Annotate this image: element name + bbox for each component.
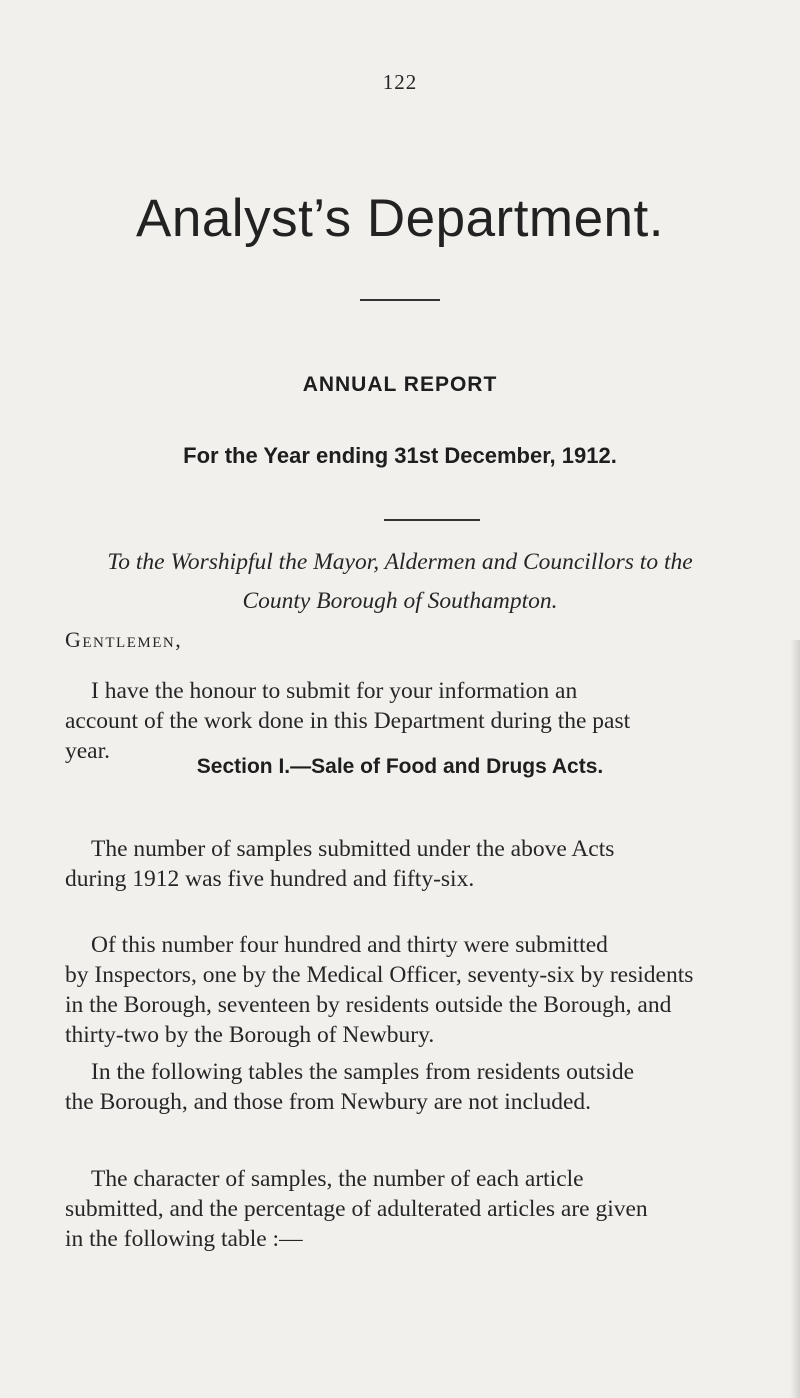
section-heading: Section I.—Sale of Food and Drugs Acts. bbox=[196, 755, 604, 778]
paragraph-line: in the Borough, seventeen by residents outside the Borough, and bbox=[65, 992, 672, 1018]
paragraph-line: The character of samples, the number of each article bbox=[91, 1166, 584, 1192]
paragraph-line: the Borough, and those from Newbury are not included. bbox=[65, 1089, 592, 1115]
paragraph-intro bbox=[65, 676, 800, 766]
paragraph-sample-count bbox=[65, 834, 800, 894]
report-subheading: For the Year ending 31st December, 1912. bbox=[183, 443, 617, 468]
addressee-line: County Borough of Southampton. bbox=[242, 588, 558, 614]
page-number: 122 bbox=[382, 70, 418, 94]
divider-rule bbox=[384, 519, 480, 521]
paragraph-sample-sources bbox=[65, 930, 800, 1050]
paragraph-line: The number of samples submitted under the above Acts bbox=[91, 836, 615, 862]
paragraph-line: In the following tables the samples from residents outside bbox=[91, 1059, 635, 1085]
salutation: Gentlemen, bbox=[65, 627, 183, 652]
addressee-block bbox=[0, 543, 800, 621]
paragraph-line: by Inspectors, one by the Medical Officer, seventy-six by residents bbox=[65, 962, 694, 988]
paragraph-line: account of the work done in this Department during the past bbox=[65, 708, 631, 734]
paragraph-line: year. bbox=[65, 738, 111, 764]
addressee-line: To the Worshipful the Mayor, Aldermen and Councillors to the bbox=[107, 549, 693, 575]
paragraph-line: in the following table :— bbox=[65, 1226, 303, 1252]
report-heading: ANNUAL REPORT bbox=[302, 373, 498, 396]
paragraph-line: Of this number four hundred and thirty were submitted bbox=[91, 932, 608, 958]
paragraph-line: during 1912 was five hundred and fifty-six. bbox=[65, 866, 475, 892]
page-edge-shadow bbox=[790, 640, 800, 1398]
paragraph-line: thirty-two by the Borough of Newbury. bbox=[65, 1022, 435, 1048]
page-title: Analyst’s Department. bbox=[136, 189, 664, 248]
paragraph-line: submitted, and the percentage of adulterated articles are given bbox=[65, 1196, 648, 1222]
paragraph-line: I have the honour to submit for your information an bbox=[91, 678, 578, 704]
paragraph-exclusions bbox=[65, 1057, 800, 1117]
divider-rule bbox=[360, 299, 440, 301]
paragraph-table-intro bbox=[65, 1164, 800, 1254]
